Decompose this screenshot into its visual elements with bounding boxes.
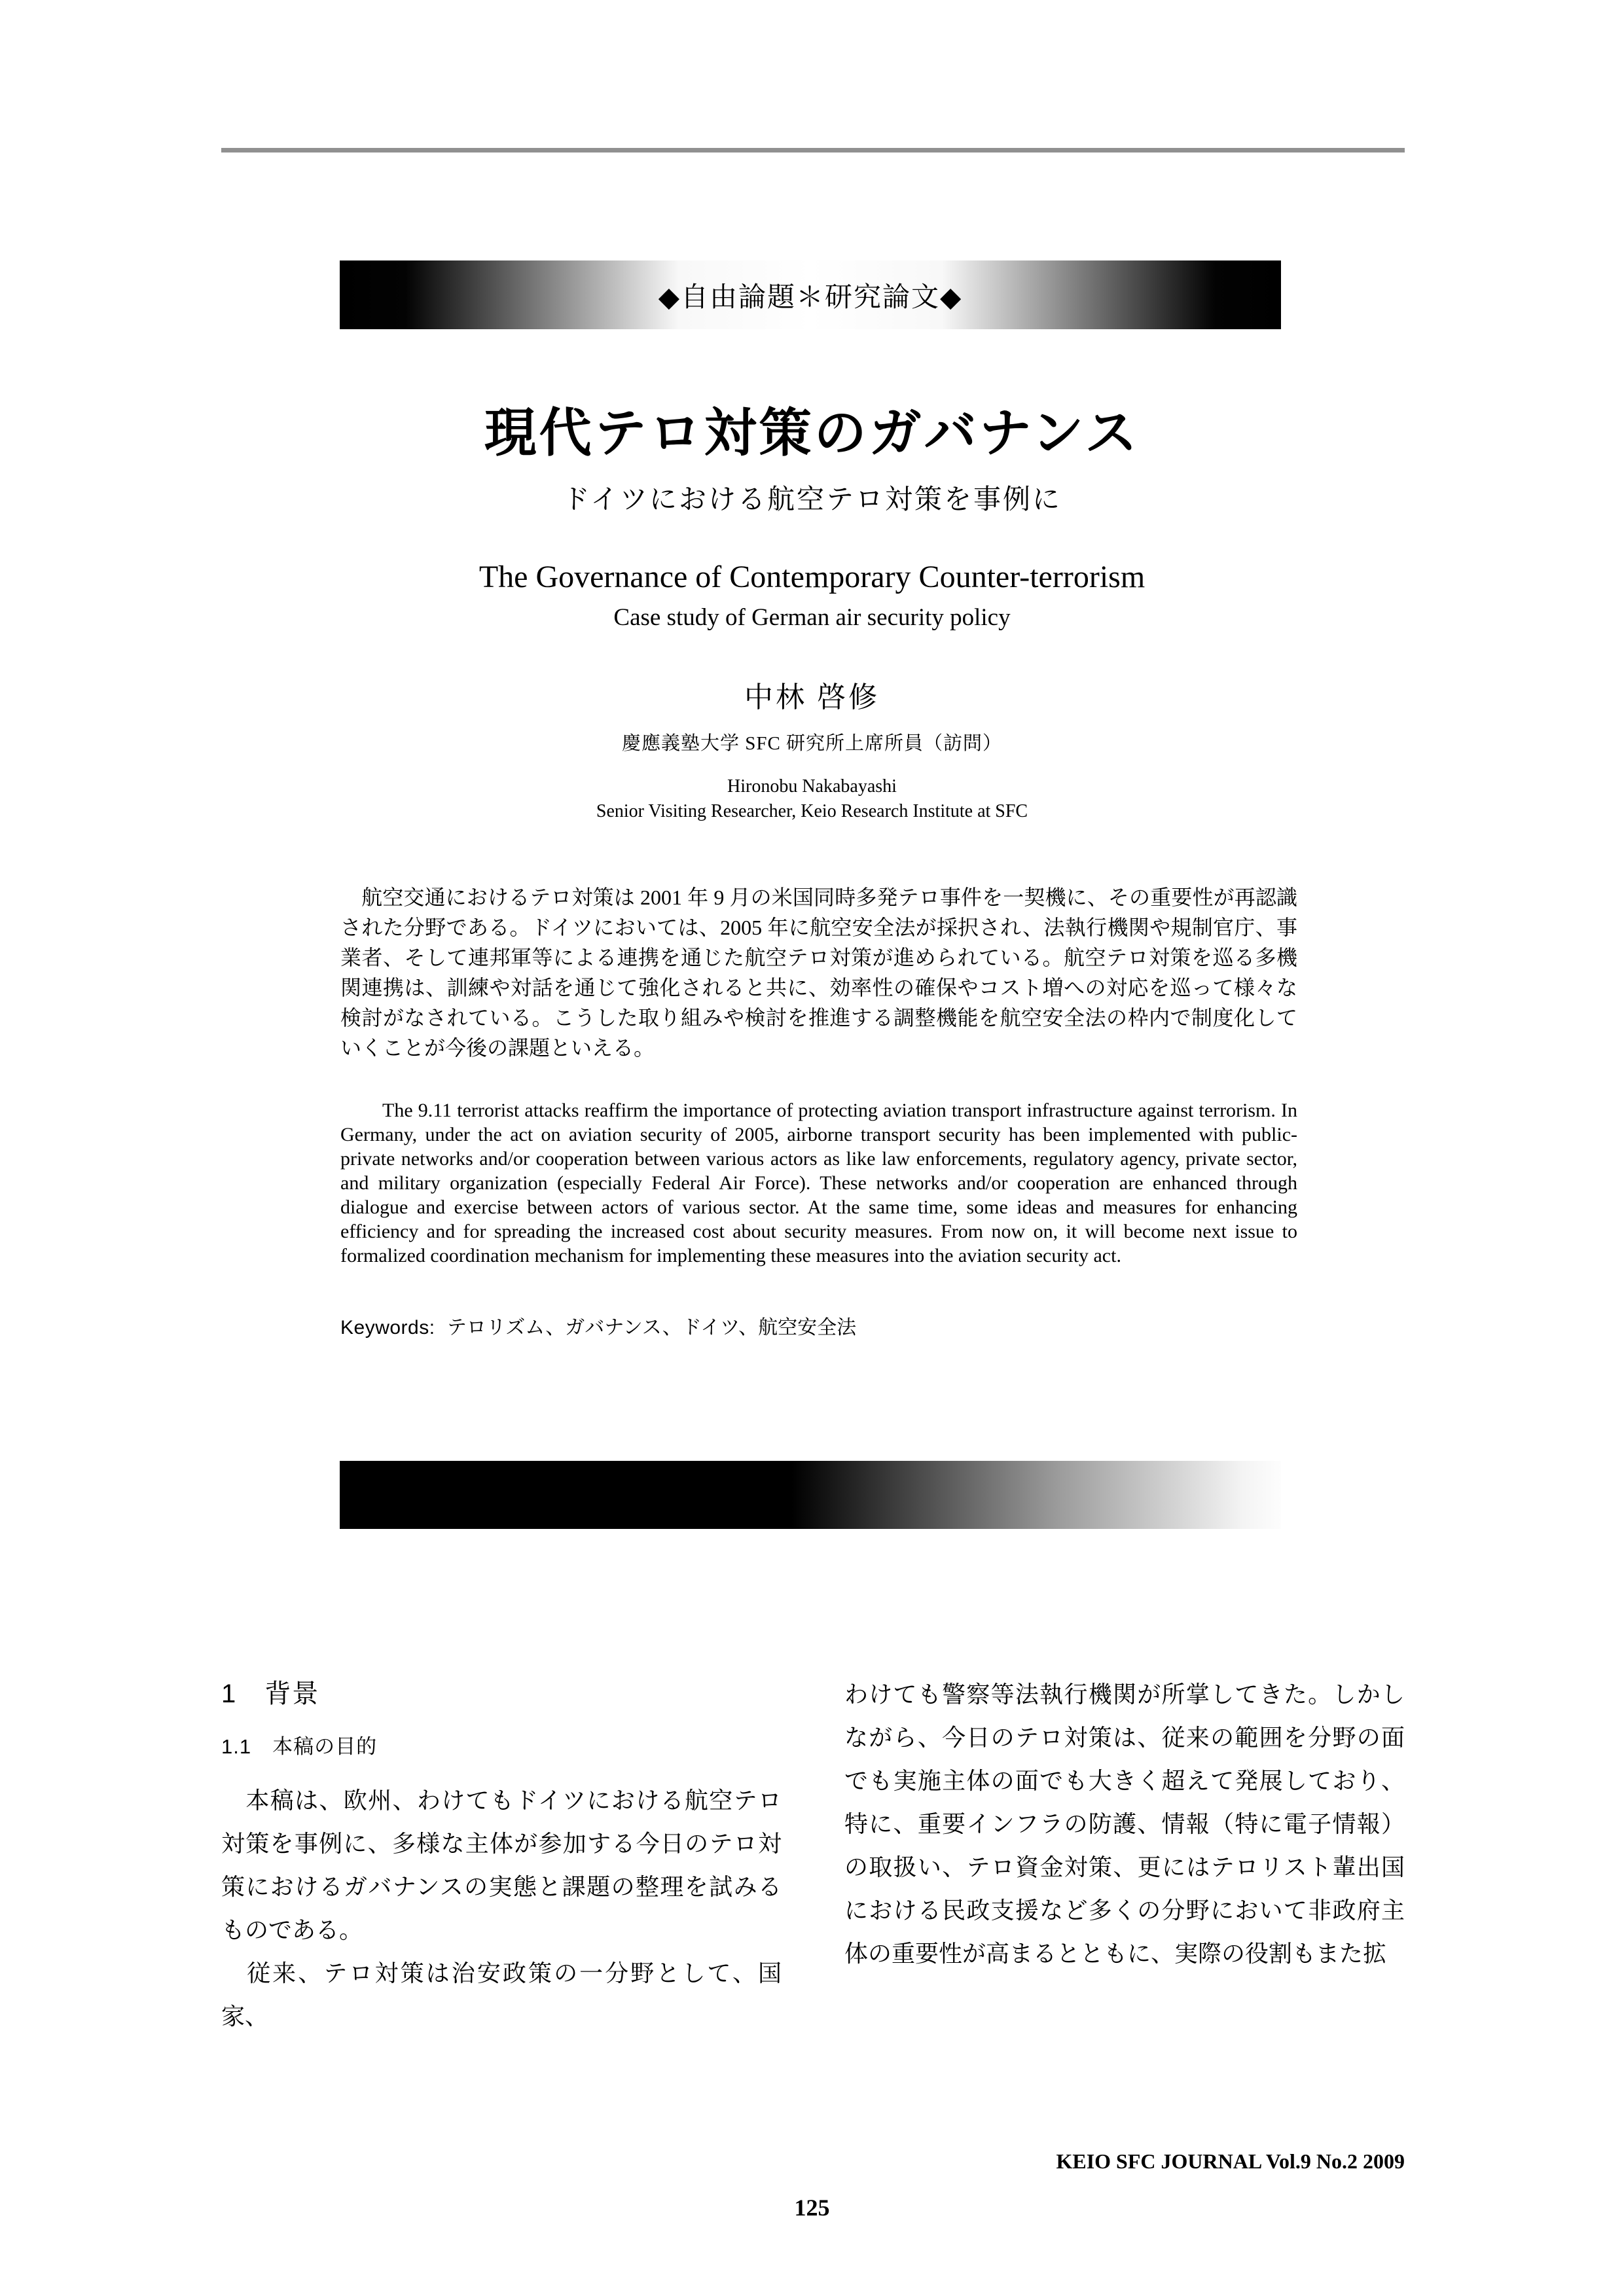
keywords-text: テロリズム、ガバナンス、ドイツ、航空安全法 (446, 1317, 857, 1338)
page-number: 125 (794, 2195, 830, 2221)
author-affiliation-ja: 慶應義塾大学 SFC 研究所上席所員（訪問） (621, 733, 1003, 754)
abstract-english: The 9.11 terrorist attacks reaffirm the importance of protecting aviation transport infrastructure against terrorism. In Germany, under the act on aviation security of 2005, airborne transport security has been implemented with public-private networks and/or cooperation between various actors as like law enforcements, regulatory agency, private sector, and military organization (especially Federal Air Force). These networks and/or cooperation are enhanced through dialogue and exercise between actors of various sector. At the same time, some ideas and measures for enhancing efficiency and for spreading the increased cost about security measures. From now on, it will become next issue to formalized coordination mechanism for implementing these measures into the aviation security act. (340, 1100, 1297, 1266)
author-name-en: Hironobu Nakabayashi (727, 776, 897, 797)
author-affiliation-en: Senior Visiting Researcher, Keio Research Institute at SFC (596, 801, 1028, 821)
bottom-gradient-bar (340, 1461, 1281, 1529)
keywords-label: Keywords: (340, 1317, 435, 1338)
paper-subtitle-ja: ドイツにおける航空テロ対策を事例に (562, 485, 1062, 515)
author-name-ja: 中林 啓修 (744, 681, 880, 713)
body-right-column (844, 1673, 1405, 2038)
body-paragraph: わけても警察等法執行機関が所掌してきた。しかしながら、今日のテロ対策は、従来の範囲を分野の面でも実施主体の面でも大きく超えて発展しており、特に、重要インフラの防護、情報（特に電子情報）の取扱い、テロ資金対策、更にはテロリスト輩出国における民政支援など多くの分野において非政府主体の重要性が高まるとともに、実際の役割もまた拡 (844, 1681, 1405, 1967)
body-paragraph: 従来、テロ対策は治安政策の一分野として、国家、 (221, 1960, 782, 2030)
subsection-heading: 1.1 本稿の目的 (221, 1735, 378, 1758)
category-banner (340, 260, 1281, 329)
title-block (0, 401, 1624, 822)
category-banner-label: ◆自由論題＊研究論文◆ (658, 281, 963, 312)
body-left-column (221, 1673, 782, 2038)
keywords-line (340, 1311, 1297, 1340)
journal-footer-line: KEIO SFC JOURNAL Vol.9 No.2 2009 (1056, 2149, 1405, 2173)
abstract-japanese: 航空交通におけるテロ対策は 2001 年 9 月の米国同時多発テロ事件を一契機に、その重要性が再認識された分野である。ドイツにおいては、2005 年に航空安全法が採択され、法執行機関や規制官庁、事業者、そして連邦軍等による連携を通じた航空テロ対策が進められている。航空テロ対策を巡る多機関連携は、訓練や対話を通じて強化されると共に、効率性の確保やコスト増への対応を巡って様々な検討がなされている。こうした取り組みや検討を推進する調整機能を航空安全法の枠内で制度化していくことが今後の課題といえる。 (340, 886, 1297, 1060)
paper-title-en: The Governance of Contemporary Counter-terrorism (478, 560, 1146, 594)
section-heading: 1 背景 (221, 1679, 320, 1708)
body-paragraph: 本稿は、欧州、わけてもドイツにおける航空テロ対策を事例に、多様な主体が参加する今日のテロ対策におけるガバナンスの実態と課題の整理を試みるものである。 (221, 1787, 782, 1943)
paper-title-ja: 現代テロ対策のガバナンス (484, 404, 1140, 462)
body-two-columns (221, 1673, 1405, 2038)
abstract-block (340, 882, 1297, 1340)
paper-subtitle-en: Case study of German air security policy (613, 604, 1011, 631)
top-divider-rule (221, 148, 1405, 152)
